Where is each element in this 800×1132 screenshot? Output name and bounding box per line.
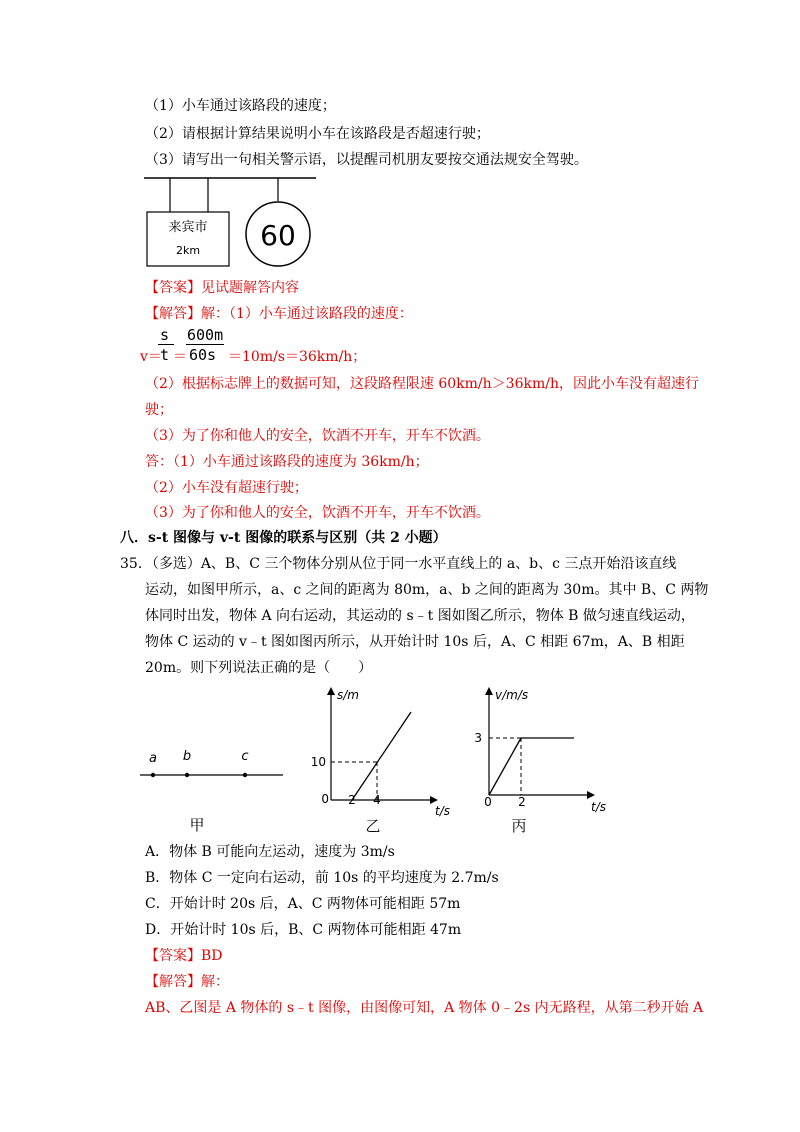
final-answer-2: （2）小车没有超速行驶；: [145, 480, 308, 496]
point-c: [243, 773, 247, 777]
bing-ylabel: v/m/s: [495, 688, 529, 702]
question-2: （2）请根据计算结果说明小车在该路段是否超速行驶；: [145, 126, 490, 142]
q35-line-4: 物体 C 运动的 v﹣t 图如图丙所示，从开始计时 10s 后，A、C 相距 67m，A、B 相距: [145, 634, 685, 650]
speed-limit-value: 60: [260, 219, 296, 252]
option-c: C．开始计时 20s 后，A、C 两物体可能相距 57m: [145, 896, 461, 912]
option-a: A．物体 B 可能向左运动，速度为 3m/s: [145, 844, 395, 860]
q35-line-5: 20m。则下列说法正确的是（ ）: [145, 660, 373, 676]
answer-label-2: 【答案】BD: [145, 948, 223, 964]
road-sign-figure: [140, 172, 320, 272]
figure-bing-vt-graph: [470, 683, 620, 838]
label-b: b: [182, 749, 192, 764]
question-3: （3）请写出一句相关警示语，以提醒司机朋友要按交通法规安全驾驶。: [145, 152, 588, 168]
q35-line-2: 运动，如图甲所示，a、c 之间的距离为 80m，a、b 之间的距离为 30m。其中 B、C 两物: [145, 582, 709, 598]
bing-xlabel: t/s: [591, 800, 606, 814]
fraction-bar-1: [158, 344, 174, 345]
yi-tick-x-2: 2: [348, 793, 356, 807]
final-answer-1: 答：（1）小车通过该路段的速度为 36km/h；: [145, 454, 429, 470]
figure-jia: [135, 740, 295, 840]
yi-ylabel: s/m: [337, 688, 359, 702]
option-d: D．开始计时 10s 后，B、C 两物体可能相距 47m: [145, 922, 462, 938]
fraction-numerator-s: s: [160, 326, 170, 344]
fraction-bar-2: [186, 344, 224, 345]
fraction-denominator-60s: 60s: [189, 346, 217, 364]
analysis-line-1: AB、乙图是 A 物体的 s﹣t 图像，由图像可知，A 物体 0﹣2s 内无路程，从第二秒开始 A: [145, 1000, 704, 1016]
section-title: 八．s-t 图像与 v-t 图像的联系与区别（共 2 小题）: [120, 530, 447, 546]
yi-tick-x-4: 4: [373, 793, 381, 807]
yi-origin: 0: [321, 792, 329, 806]
step-2-line-1: （2）根据标志牌上的数据可知，这段路程限速 60km/h＞36km/h，因此小车没有超速行: [145, 376, 699, 392]
point-b: [185, 773, 189, 777]
yi-tick-y-10: 10: [310, 755, 326, 769]
formula-result: ＝10m/s＝36km/h；: [228, 349, 367, 365]
label-a: a: [149, 751, 157, 766]
caption-jia: 甲: [189, 816, 205, 834]
step-2-line-2: 驶；: [145, 402, 173, 418]
point-a: [151, 773, 155, 777]
caption-yi: 乙: [365, 817, 381, 835]
bing-tick-y-3: 3: [474, 731, 482, 745]
bing-origin: 0: [484, 795, 492, 809]
bing-tick-x-2: 2: [518, 795, 526, 809]
fraction-numerator-600m: 600m: [187, 326, 224, 344]
step-3: （3）为了你和他人的安全，饮酒不开车，开车不饮酒。: [145, 428, 490, 444]
figure-yi-st-graph: [310, 683, 460, 838]
formula-eq: ＝: [173, 349, 187, 365]
question-1: （1）小车通过该路段的速度；: [145, 98, 336, 114]
answer-label-1: 【答案】见试题解答内容: [145, 280, 299, 296]
sign-city: 来宾市: [168, 220, 208, 235]
a-st-line: [352, 712, 411, 800]
analysis-label-2: 【解答】解：: [145, 974, 229, 990]
caption-bing: 丙: [511, 817, 527, 835]
final-answer-3: （3）为了你和他人的安全，饮酒不开车，开车不饮酒。: [145, 505, 490, 521]
label-c: c: [241, 749, 249, 764]
q35-line-1: 35．（多选）A、B、C 三个物体分别从位于同一水平直线上的 a、b、c 三点开始沿该直线: [120, 556, 677, 572]
q35-line-3: 体同时出发，物体 A 向右运动，其运动的 s﹣t 图如图乙所示，物体 B 做匀速直线运动，: [145, 608, 695, 624]
formula-prefix: v＝: [140, 349, 162, 365]
sign-distance: 2km: [175, 244, 201, 257]
option-b: B．物体 C 一定向右运动，前 10s 的平均速度为 2.7m/s: [145, 870, 499, 886]
fraction-denominator-t: t: [160, 346, 170, 364]
yi-xlabel: t/s: [435, 804, 450, 818]
analysis-label-1: 【解答】解：（1）小车通过该路段的速度：: [145, 306, 413, 322]
c-vt-ramp: [489, 738, 521, 795]
